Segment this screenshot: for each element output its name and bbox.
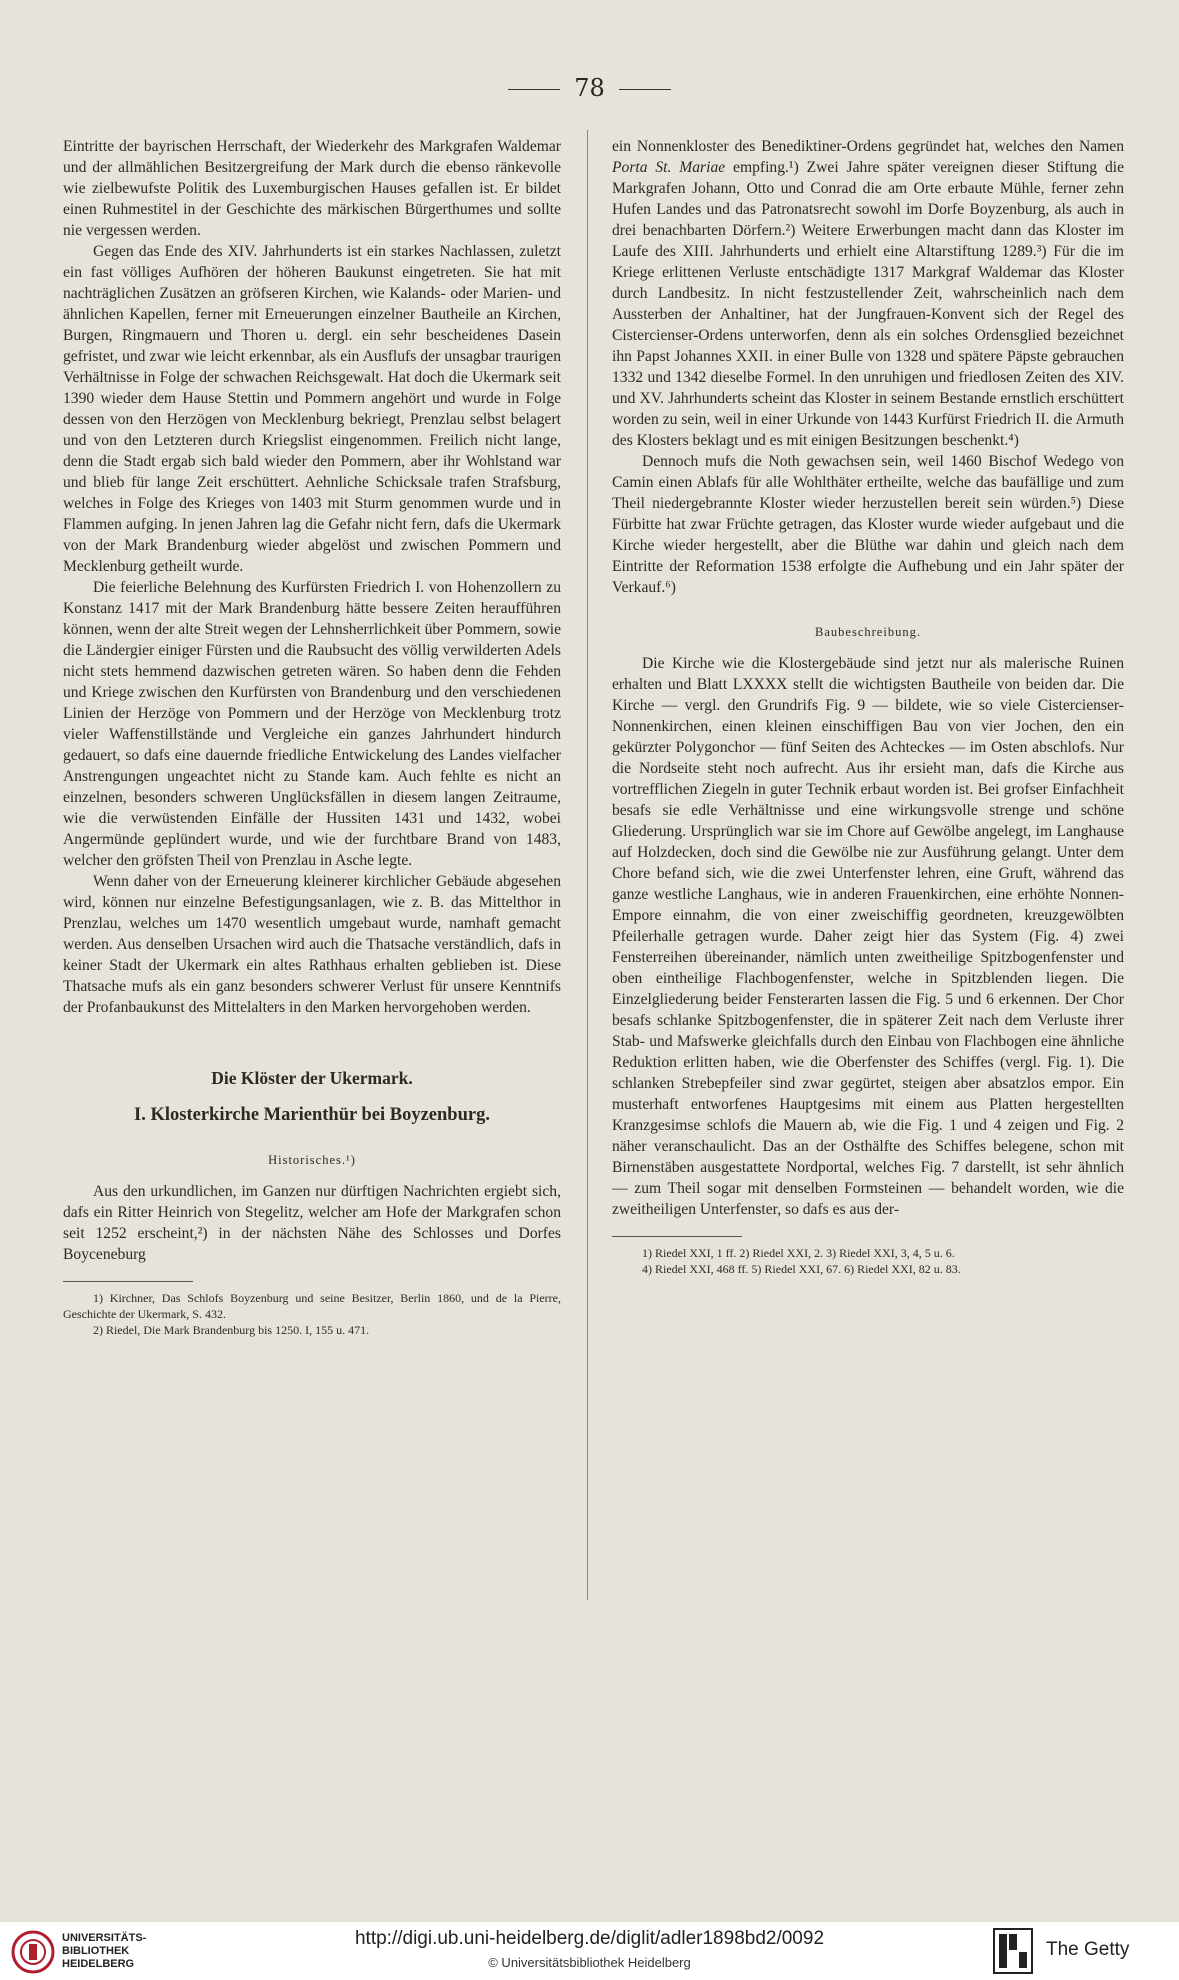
page-number: 78	[0, 74, 1179, 102]
paragraph: Gegen das Ende des XIV. Jahrhunderts ist ein starkes Nachlassen, zuletzt ein fast völliges Aufhören der höheren Baukunst eingetreten. Sie hat mit nachträglichen Zusätzen an gröfseren Kirchen, wie Kalands- oder Marien- und ähnlichen Kapellen, ferner mit Erneuerungen einzelner Bautheile an Kirchen, Burgen, Ringmauern und Thoren u. dergl. ein sehr bescheidenes Dasein gefristet, und zwar wie leicht erkennbar, als ein Ausflufs der unsagbar traurigen Verhältnisse in Folge der schwachen Reichsgewalt. Hat doch die Ukermark seit 1390 wieder dem Hause Stettin und Pommern angehört und wurde in Folge dessen von den Herzögen von Mecklenburg bekriegt, Prenzlau selbst belagert und von den Letzteren durch Kriegslist eingenommen. Freilich nicht lange, denn die Stadt ergab sich bald wieder den Pommern, aber ihr Wohlstand war und blieb für lange Zeit erschüttert. Aehnliche Schicksale trafen Strafsburg, welches in Folge des Krieges von 1403 mit Sturm genommen wurde und in Flammen aufging. In jenen Jahren lag die Gefahr nicht fern, dafs die Ukermark von der Mark Brandenburg wieder abgelöst und zwischen Pommern und Mecklenburg getheilt wurde.	[63, 243, 561, 575]
article-heading: I. Klosterkirche Marienthür bei Boyzenburg.	[134, 1105, 490, 1125]
paragraph: ein Nonnenkloster des Benediktiner-Ordens gegründet hat, welches den Namen Porta St. Mariae empfing.¹) Zwei Jahre später vereignen dieser Stiftung die Markgrafen Johann, Otto und Conrad die am Orte erbaute Mühle, ferner zehn Hufen Landes und das Patronatsrecht sowohl im Dorfe Boyzenburg, als auch in drei benachbarten Dörfern.²) Weitere Erwerbungen macht dann das Kloster im Laufe des XIII. Jahrhunderts und erhielt eine Altarstiftung 1289.³) Für die im Kriege erlittenen Verluste entschädigte 1317 Markgraf Waldemar das Kloster durch Landbesitz. In nicht festzustellender Zeit, wahrscheinlich nach dem Aussterben der Anhaltiner, hat der Jungfrauen-Konvent sich der Regel des Cistercienser-Ordens unterworfen, denn als ein solches Ordensglied bezeichnet ihn Papst Johannes XXII. in einer Bulle von 1328 und spätere Päpste gebrauchen 1332 und 1342 dieselbe Formel. In den unruhigen und friedlosen Zeiten des XIV. und XV. Jahrhunderts scheint das Kloster in seinem Bestande ernstlich erschüttert worden zu sein, weil in einer Urkunde von 1443 Kurfürst Friedrich II. die Armuth des Klosters beklagt und es mit einigen Besitzungen beschenkt.⁴)	[612, 138, 1124, 449]
paragraph: Dennoch mufs die Noth gewachsen sein, weil 1460 Bischof Wedego von Camin einen Ablafs für alle Wohlthäter ertheilte, welche das baufällige und zum Theil niedergebrannte Kloster wieder herzustellen bereit sein würden.⁵) Diese Fürbitte hat zwar Früchte getragen, das Kloster wurde wieder aufgebaut und die Kirche wieder hergestellt, aber die Blüthe war dahin und gleich nach dem Eintritte der Reformation 1538 erfolgte die Aufhebung und ein Jahr später der Verkauf.⁶)	[612, 453, 1124, 596]
latin-name: Porta St. Mariae	[612, 159, 726, 176]
permalink-url[interactable]: http://digi.ub.uni-heidelberg.de/diglit/adler1898bd2/0092	[354, 1928, 825, 1949]
footnote: 4) Riedel XXI, 468 ff. 5) Riedel XXI, 67. 6) Riedel XXI, 82 u. 83.	[642, 1262, 961, 1276]
paragraph: Die feierliche Belehnung des Kurfürsten Friedrich I. von Hohenzollern zu Konstanz 1417 mit der Mark Brandenburg hätte bessere Zeiten heraufführen können, wenn der alte Streit wegen der Lehnsherrlichkeit über Pommern, sowie die Ländergier einiger Fürsten und die Raubsucht des völlig verwilderten Adels nicht stets hemmend dazwischen getreten wären. So haben denn die Fehden und Kriege zwischen den Kurfürsten von Brandenburg und den verschiedenen Linien der Herzöge von Pommern und der Herzöge von Mecklenburg trotz vieler Waffenstillstände und Vergleiche ein ganzes Jahrhundert hindurch gedauert, so dafs eine dauernde friedliche Entwickelung des Landes vielfacher Anstrengungen ungeachtet nicht zu Stande kam. Auch fehlte es nicht an einzelnen, besonders schweren Unglücksfällen in diesem langen Zeitraume, wie die verwüstenden Einfälle der Hussiten 1431 und 1432, wobei Angermünde geplündert wurde, und wie der furchtbare Brand von 1483, welcher den gröfsten Theil von Prenzlau in Asche legte.	[63, 579, 561, 869]
paragraph: Eintritte der bayrischen Herrschaft, der Wiederkehr des Markgrafen Waldemar und der allmählichen Besitzergreifung der Mark durch die ebenso ränkevolle wie zielbewufste Politik des Luxemburgischen Hauses gefallen ist. Er bildet einen Ruhmestitel in der Geschichte des märkischen Bürgerthumes und sollte nie vergessen werden.	[63, 138, 561, 239]
paragraph: Die Kirche wie die Klostergebäude sind jetzt nur als malerische Ruinen erhalten und Blatt LXXXX stellt die wichtigsten Bautheile von beiden dar. Die Kirche — vergl. den Grundrifs Fig. 9 — bildete, wie so viele Cistercienser-Nonnenkirchen, einen kleinen einschiffigen Bau von vier Jochen, den ein gekürzter Polygonchor — fünf Seiten des Achteckes — im Osten abschlofs. Nur die Nordseite steht noch aufrecht. Aus ihr ersieht man, dafs die Kirche aus vortrefflichen Ziegeln in guter Technik erbaut worden ist. Bei grofser Einfachheit besafs sie edle Verhältnisse und eine wirkungsvolle strenge und schöne Gliederung. Ursprünglich war sie im Chore auf Gewölbe angelegt, im Langhause auf Holzdecken, doch sind die Gewölbe nie zur Ausführung gelangt. Unter dem Chore befand sich, wie die zwei Unterfenster lehren, eine Gruft, während das ganze westliche Langhaus, wie in anderen Frauenkirchen, eine erhöhte Nonnen-Empore einnahm, die von einer zweischiffig geordneten, kreuzgewölbten Pfeilerhalle getragen wurde. Daher zeigt hier das System (Fig. 4) zwei Fensterreihen übereinander, nämlich unten zweitheilige Spitzbogenfenster und oben eintheilige Flachbogenfenster, welche in Spitzblenden liegen. Die Einzelgliederung beider Fensterarten lassen die Fig. 5 und 6 erkennen. Der Chor besafs schlanke Spitzbogenfenster, die in späterer Zeit nach dem Verluste ihrer Stab- und Mafswerke gleichfalls durch den Einbau von Flachbogen eine ähnliche Reduktion erlitten haben, wie die Oberfenster des Schiffes (vergl. Fig. 1). Die schlanken Strebepfeiler sind zwar gegürtet, steigen aber absatzlos empor. Ein musterhaft entworfenes Hauptgesims mit einem aus Platten hergestellten Kranzgesimse schlofs die Mauern ab, wie die Fig. 1 und 4 zeigen und Fig. 2 näher veranschaulicht. Das an der Osthälfte des Schiffes belegene, schon mit Birnenstäben ausgestattete Nordportal, welches Fig. 7 darstellt, ist sehr ähnlich — zum Theil sogar mit denselben Formsteinen — behandelt worden, wie die zweitheiligen Unterfenster, so dafs es aus der-	[612, 655, 1124, 1218]
paragraph: Aus den urkundlichen, im Ganzen nur dürftigen Nachrichten ergiebt sich, dafs ein Ritter Heinrich von Stegelitz, welcher am Hofe der Markgrafen schon seit 1252 erscheint,²) in der nächsten Nähe des Schlosses und Dorfes Boyceneburg	[63, 1183, 561, 1263]
partner-name: The Getty	[1046, 1939, 1130, 1960]
footnote-rule	[63, 1281, 193, 1282]
subheading-history: Historisches.¹)	[268, 1153, 356, 1167]
institution-name: UNIVERSITÄTS- BIBLIOTHEK HEIDELBERG	[62, 1932, 147, 1970]
subheading-description: Baubeschreibung.	[815, 625, 921, 639]
footnote: 2) Riedel, Die Mark Brandenburg bis 1250. I, 155 u. 471.	[93, 1323, 370, 1337]
section-heading: Die Klöster der Ukermark.	[211, 1068, 413, 1088]
footnote-rule	[612, 1236, 742, 1237]
footnote: 1) Kirchner, Das Schlofs Boyzenburg und seine Besitzer, Berlin 1860, und de la Pierre, Geschichte der Ukermark, S. 432.	[63, 1291, 561, 1321]
column-divider	[587, 130, 588, 1600]
getty-logo-icon	[993, 1928, 1033, 1974]
paragraph: Wenn daher von der Erneuerung kleinerer kirchlicher Gebäude abgesehen wird, können nur einzelne Befestigungsanlagen, wie z. B. das Mittelthor in Prenzlau, welches um 1470 wesentlich umgebaut wurde, namhaft gemacht werden. Aus denselben Ursachen wird auch die Thatsache verständlich, dafs in keiner Stadt der Ukermark ein altes Rathhaus erhalten geblieben ist. Diese Thatsache mufs als ein ganz besonders schwerer Verlust für unsere Kenntnifs der Profanbaukunst des Mittelalters in den Marken hervorgehoben werden.	[63, 873, 561, 1016]
left-column	[63, 136, 561, 1338]
right-column	[612, 136, 1124, 1277]
footnote: 1) Riedel XXI, 1 ff. 2) Riedel XXI, 2. 3) Riedel XXI, 3, 4, 5 u. 6.	[642, 1246, 955, 1260]
viewer-footer	[0, 1922, 1179, 1980]
copyright-notice: © Universitätsbibliothek Heidelberg	[488, 1955, 691, 1970]
